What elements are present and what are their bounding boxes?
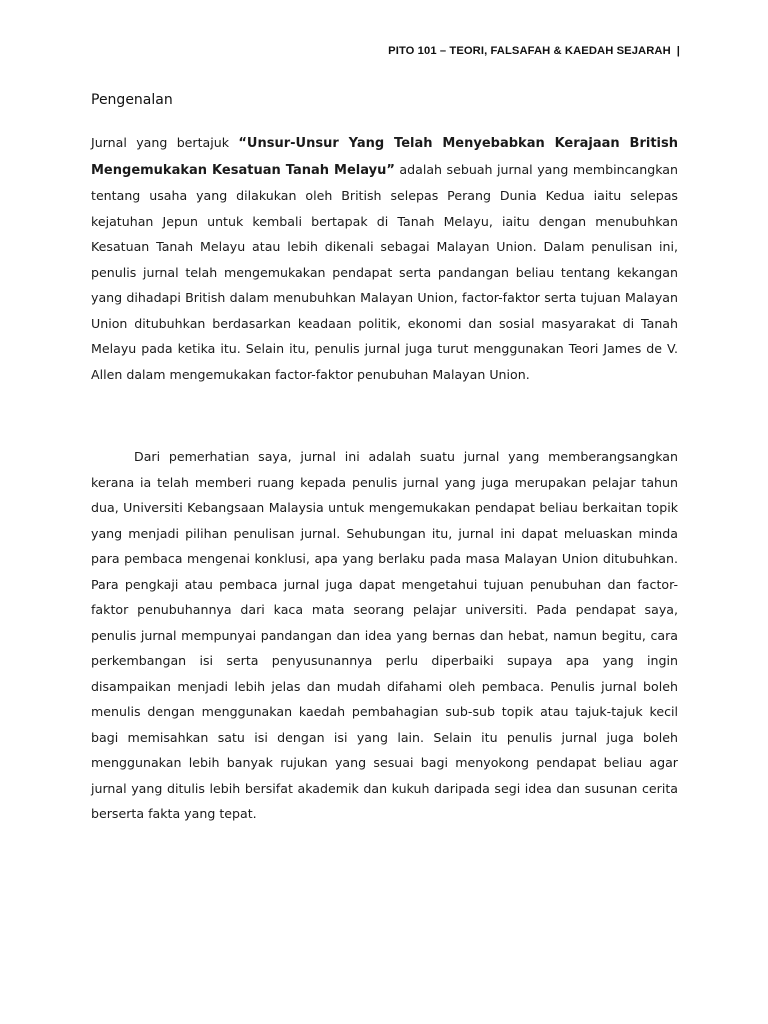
paragraph-body: adalah sebuah jurnal yang membincangkan tentang usaha yang dilakukan oleh British selepas Perang Dunia Kedua iaitu selepas kejatuhan Jepun untuk kembali bertapak di Tanah Melayu, iaitu dengan menubuhkan Kesatuan Tanah Melayu atau lebih dikenali sebagai Malayan Union. Dalam penulisan ini, penulis jurnal telah mengemukakan pendapat serta pandangan beliau tentang kekangan yang dihadapi British dalam menubuhkan Malayan Union, factor-faktor serta tujuan Malayan Union ditubuhkan berdasarkan keadaan politik, ekonomi dan sosial masyarakat di Tanah Melayu pada ketika itu. Selain itu, penulis jurnal juga turut menggunakan Teori James de V. Allen dalam mengemukakan factor-faktor penubuhan Malayan Union.: [91, 161, 679, 382]
paragraph-introduction: [91, 130, 678, 387]
paragraph-observation: Dari pemerhatian saya, jurnal ini adalah suatu jurnal yang memberangsangkan kerana ia telah memberi ruang kepada penulis jurnal yang juga merupakan pelajar tahun dua, Universiti Kebangsaan Malaysia untuk mengemukakan pendapat beliau berkaitan topik yang menjadi pilihan penulisan jurnal. Sehubungan itu, jurnal ini dapat meluaskan minda para pembaca mengenai konklusi, apa yang berlaku pada masa Malayan Union ditubuhkan. Para pengkaji atau pembaca jurnal juga dapat mengetahui tujuan penubuhan dan factor-faktor penubuhannya dari kaca mata seorang pelajar universiti. Pada pendapat saya, penulis jurnal mempunyai pandangan dan idea yang bernas dan hebat, namun begitu, cara perkembangan isi serta penyusunannya perlu diperbaiki supaya apa yang ingin disampaikan menjadi lebih jelas dan mudah difahami oleh pembaca. Penulis jurnal boleh menulis dengan menggunakan kaedah pembahagian sub-sub topik atau tajuk-tajuk kecil bagi memisahkan satu isi dengan isi yang lain. Selain itu penulis jurnal juga boleh menggunakan lebih banyak rujukan yang sesuai bagi menyokong pendapat beliau agar jurnal yang ditulis lebih bersifat akademik dan kukuh daripada segi idea dan susunan cerita berserta fakta yang tepat.: [91, 449, 678, 821]
section-heading: Pengenalan: [91, 92, 173, 108]
page-header: [388, 45, 680, 57]
journal-title: “Unsur-Unsur Yang Telah Menyebabkan Kerajaan British Mengemukakan Kesatuan Tanah Melayu”: [91, 136, 678, 178]
paragraph-lead: Jurnal yang bertajuk: [91, 135, 239, 150]
header-separator: |: [676, 45, 680, 57]
header-title: PITO 101 – TEORI, FALSAFAH & KAEDAH SEJARAH: [388, 45, 671, 57]
